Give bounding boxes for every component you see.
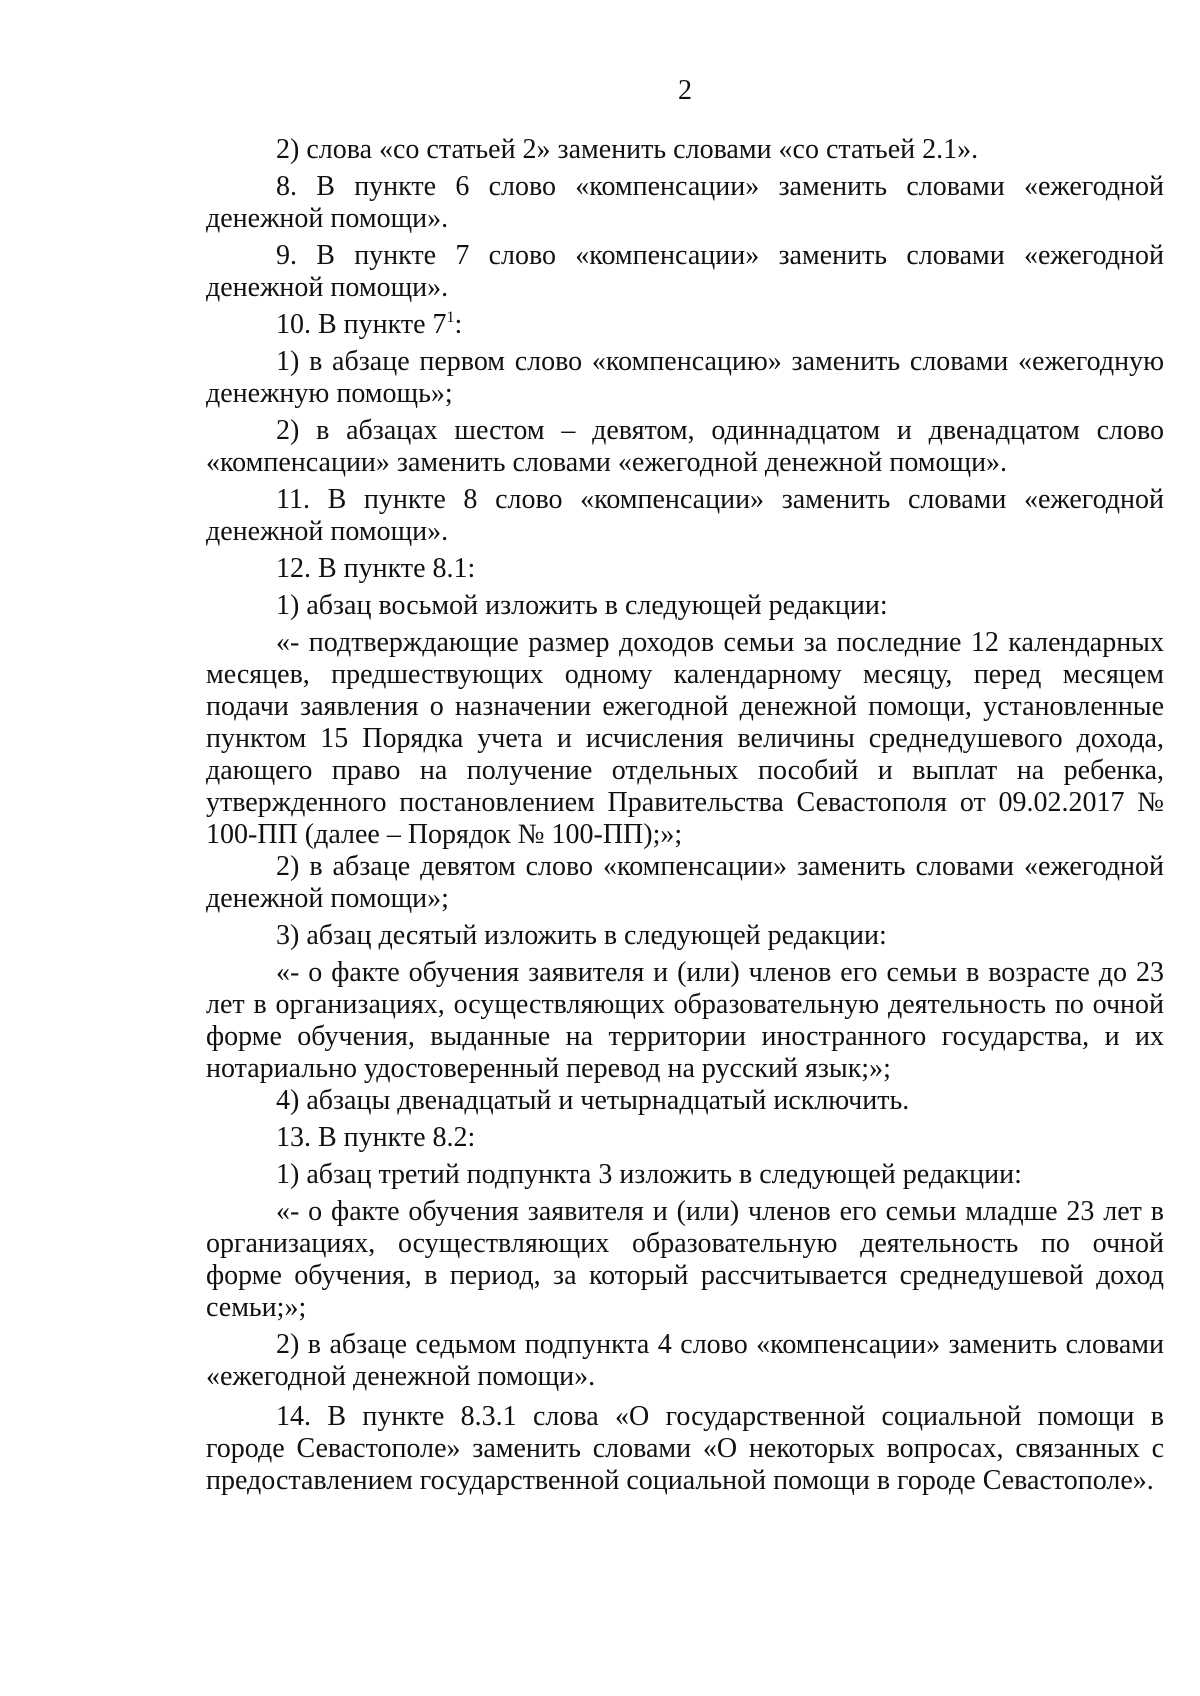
- paragraph: 12. В пункте 8.1:: [276, 553, 476, 584]
- paragraph: 2) в абзаце седьмом подпункта 4 слово «компенсации» заменить словами «ежегодной денежной помощи».: [206, 1329, 1171, 1392]
- paragraph: 11. В пункте 8 слово «компенсации» заменить словами «ежегодной денежной помощи».: [206, 484, 1171, 547]
- superscript: 1: [446, 309, 455, 326]
- paragraph: 4) абзацы двенадцатый и четырнадцатый исключить.: [276, 1085, 910, 1116]
- page-number: 2: [678, 75, 692, 106]
- paragraph-suffix: :: [454, 309, 463, 340]
- paragraph: 2) слова «со статьей 2» заменить словами «со статьей 2.1».: [276, 134, 979, 165]
- paragraph: 2) в абзацах шестом – девятом, одиннадцатом и двенадцатом слово «компенсации» заменить словами «ежегодной денежной помощи».: [206, 415, 1171, 478]
- paragraph: 1) абзац третий подпункта 3 изложить в следующей редакции:: [276, 1159, 1022, 1190]
- paragraph-quote: «- подтверждающие размер доходов семьи за последние 12 календарных месяцев, предшествующих одному календарному месяцу, перед месяцем подачи заявления о назначении ежегодной денежной помощи, установленные пунктом 15 Порядка учета и исчисления величины среднедушевого дохода, дающего право на получение отдельных пособий и выплат на ребенка, утвержденного постановлением Правительства Севастополя от 09.02.2017 № 100-ПП (далее – Порядок № 100-ПП);»;: [206, 627, 1171, 850]
- paragraph: 13. В пункте 8.2:: [276, 1122, 476, 1153]
- paragraph: 14. В пункте 8.3.1 слова «О государственной социальной помощи в городе Севастополе» заменить словами «О некоторых вопросах, связанных с предоставлением государственной социальной помощи в городе Севастополе».: [206, 1401, 1171, 1496]
- paragraph: 1) в абзаце первом слово «компенсацию» заменить словами «ежегодную денежную помощь»;: [206, 346, 1171, 409]
- document-body: [206, 134, 1171, 1502]
- paragraph-quote: «- о факте обучения заявителя и (или) членов его семьи в возрасте до 23 лет в организациях, осуществляющих образовательную деятельность по очной форме обучения, выданные на территории иностранного государства, и их нотариально удостоверенный перевод на русский язык;»;: [206, 957, 1171, 1084]
- paragraph-quote: «- о факте обучения заявителя и (или) членов его семьи младше 23 лет в организациях, осуществляющих образовательную деятельность по очной форме обучения, в период, за который рассчитывается среднедушевой доход семьи;»;: [206, 1196, 1171, 1323]
- paragraph: 9. В пункте 7 слово «компенсации» заменить словами «ежегодной денежной помощи».: [206, 240, 1171, 303]
- paragraph-text: 10. В пункте 7: [276, 309, 447, 340]
- paragraph: 2) в абзаце девятом слово «компенсации» заменить словами «ежегодной денежной помощи»;: [206, 851, 1171, 914]
- paragraph: 8. В пункте 6 слово «компенсации» заменить словами «ежегодной денежной помощи».: [206, 171, 1171, 234]
- paragraph: 3) абзац десятый изложить в следующей редакции:: [276, 920, 887, 951]
- paragraph: 1) абзац восьмой изложить в следующей редакции:: [276, 590, 888, 621]
- paragraph-item-10: [206, 309, 1164, 341]
